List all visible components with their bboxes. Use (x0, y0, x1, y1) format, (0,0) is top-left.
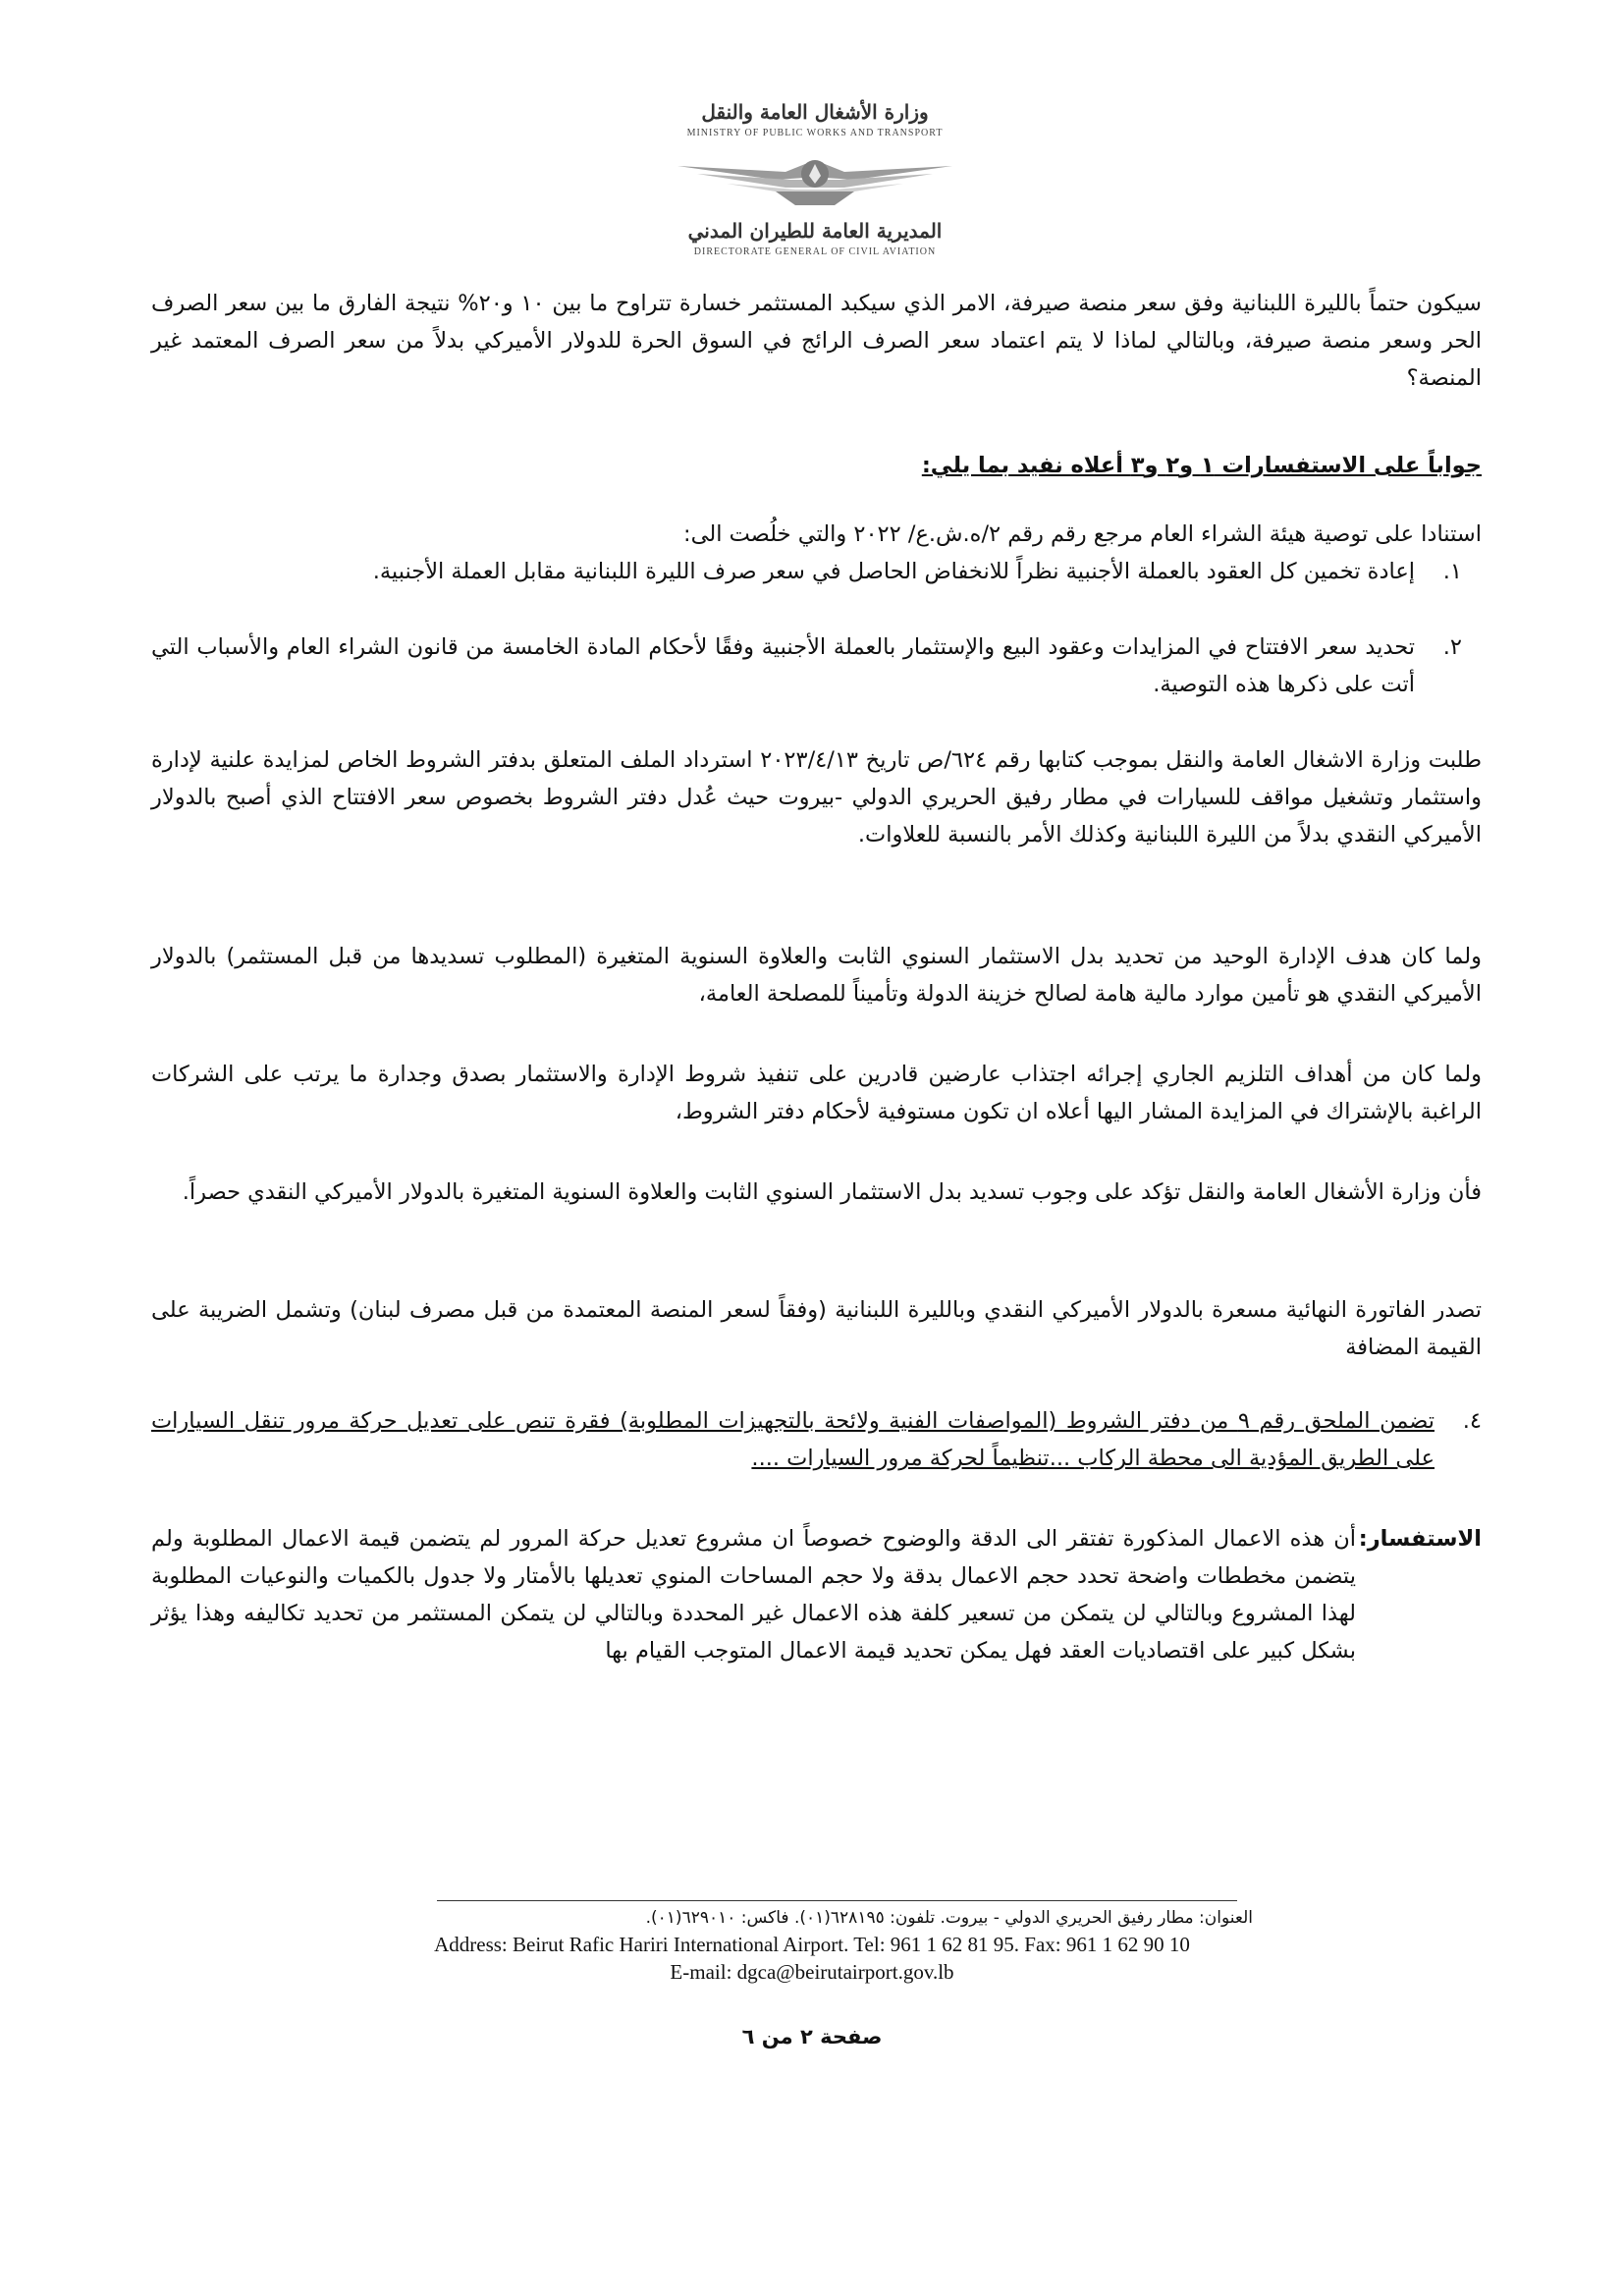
inquiry-label: الاستفسار: (1358, 1526, 1482, 1552)
objective-paragraph: ولما كان هدف الإدارة الوحيد من تحديد بدل الاستثمار السنوي الثابت والعلاوة السنوية المتغيرة (المطلوب تسديدها من قبل المستثمر) بالدولار الأميركي النقدي هو تأمين موارد مالية هامة لصالح خزينة الدولة وتأميناً للمصلحة العامة، (151, 944, 1482, 1007)
footer-email: E-mail: dgca@beirutairport.gov.lb (670, 1960, 954, 1984)
footer-address-en: Address: Beirut Rafic Hariri International Airport. Tel: 961 1 62 81 95. Fax: 961 1 62 90 10 (434, 1933, 1190, 1956)
attract-bidders-paragraph: ولما كان من أهداف التلزيم الجاري إجرائه اجتذاب عارضين قادرين على تنفيذ شروط الإدارة والاستثمار بصدق وجدارة ما يرتب على الشركات الراغبة بالإشتراك في المزايدة المشار اليها أعلاه ان تكون مستوفية لأحكام دفتر الشروط، (151, 1062, 1482, 1124)
directorate-name-en: DIRECTORATE GENERAL OF CIVIL AVIATION (693, 246, 937, 257)
page-number: صفحة ٢ من ٦ (741, 2025, 883, 2048)
answer-heading: جواباً على الاستفسارات ١ و٢ و٣ أعلاه نفيد بما يلي: (921, 453, 1482, 478)
ministry-name-en: MINISTRY OF PUBLIC WORKS AND TRANSPORT (686, 128, 944, 138)
ministry-request-paragraph: طلبت وزارة الاشغال العامة والنقل بموجب كتابها رقم ٦٢٤/ص تاريخ ٢٠٢٣/٤/١٣ استرداد الملف المتعلق بدفتر الشروط الخاص لمزايدة علنية لإدارة واستثمار وتشغيل مواقف للسيارات في مطار رفيق الحريري الدولي -بيروت حيث عُدل دفتر الشروط بخصوص سعر الافتتاح الذي أصبح بالدولار الأميركي النقدي بدلاً من الليرة اللبنانية وكذلك الأمر بالنسبة للعلاوات. (151, 747, 1482, 847)
intro-continuation-paragraph: سيكون حتماً بالليرة اللبنانية وفق سعر منصة صيرفة، الامر الذي سيكبد المستثمر خسارة تتراوح ما بين ١٠ و٢٠% نتيجة الفارق ما بين سعر الصرف الحر وسعر منصة صيرفة، وبالتالي لماذا لا يتم اعتماد سعر الصرف الرائج في السوق الحرة للدولار الأميركي بدلاً من سعر الصرف المعتمد غير المنصة؟ (151, 291, 1482, 391)
directorate-name-ar: المديرية العامة للطيران المدني (687, 219, 943, 243)
confirmation-paragraph: فأن وزارة الأشغال العامة والنقل تؤكد على وجوب تسديد بدل الاستثمار السنوي الثابت والعلاوة السنوية المتغيرة بالدولار الأميركي النقدي حصراً. (182, 1179, 1482, 1205)
letterhead (550, 100, 1080, 287)
list-item-4: ٤. تضمن الملحق رقم ٩ من دفتر الشروط (المواصفات الفنية ولائحة بالتجهيزات المطلوبة) فقرة تنص على تعديل حركة مرور تنقل السيارات على الطريق المؤدية الى محطة الركاب ...تنظيماً لحركة مرور السيارات .... (151, 1408, 1482, 1471)
list-item-2: ٢. تحديد سعر الافتتاح في المزايدات وعقود البيع والإستثمار بالعملة الأجنبية وفقًا لأحكام المادة الخامسة من قانون الشراء العام والأسباب التي أتت على ذكرها هذه التوصية. (151, 634, 1462, 697)
footer-divider (437, 1900, 1237, 1901)
recommendation-intro: استنادا على توصية هيئة الشراء العام مرجع رقم رقم ٢/ه.ش.ع/ ٢٠٢٢ والتي خلُصت الى: (683, 521, 1482, 547)
list-item-1: ١. إعادة تخمين كل العقود بالعملة الأجنبية نظراً للانخفاض الحاصل في سعر صرف الليرة اللبنانية مقابل العملة الأجنبية. (372, 559, 1462, 584)
inquiry-block (151, 1520, 1482, 1669)
invoice-paragraph: تصدر الفاتورة النهائية مسعرة بالدولار الأميركي النقدي وبالليرة اللبنانية (وفقاً لسعر المنصة المعتمدة من قبل مصرف لبنان) وتشمل الضريبة على القيمة المضافة (151, 1297, 1482, 1360)
inquiry-text: أن هذه الاعمال المذكورة تفتقر الى الدقة والوضوح خصوصاً ان مشروع تعديل حركة المرور لم يتضمن قيمة الاعمال المطلوبة ولم يتضمن مخططات واضحة تحدد حجم الاعمال بدقة ولا حجم المساحات المنوي تعديلها بالأمتار ولا جدول بالكميات والنوعيات المطلوبة لهذا المشروع وبالتالي لن يتمكن من تسعير كلفة هذه الاعمال غير المحددة وبالتالي لن يتمكن المستثمر من تحديد تكاليفه وهذا يؤثر بشكل كبير على اقتصاديات العقد فهل يمكن تحديد قيمة الاعمال المتوجب القيام بها (151, 1526, 1356, 1664)
ministry-name-ar: وزارة الأشغال العامة والنقل (701, 100, 929, 124)
winged-emblem-icon (668, 144, 962, 213)
footer-address-ar: العنوان: مطار رفيق الحريري الدولي - بيروت. تلفون: ٦٢٨١٩٥(٠١). فاكس: ٦٢٩٠١٠(٠١). (645, 1908, 1253, 1928)
